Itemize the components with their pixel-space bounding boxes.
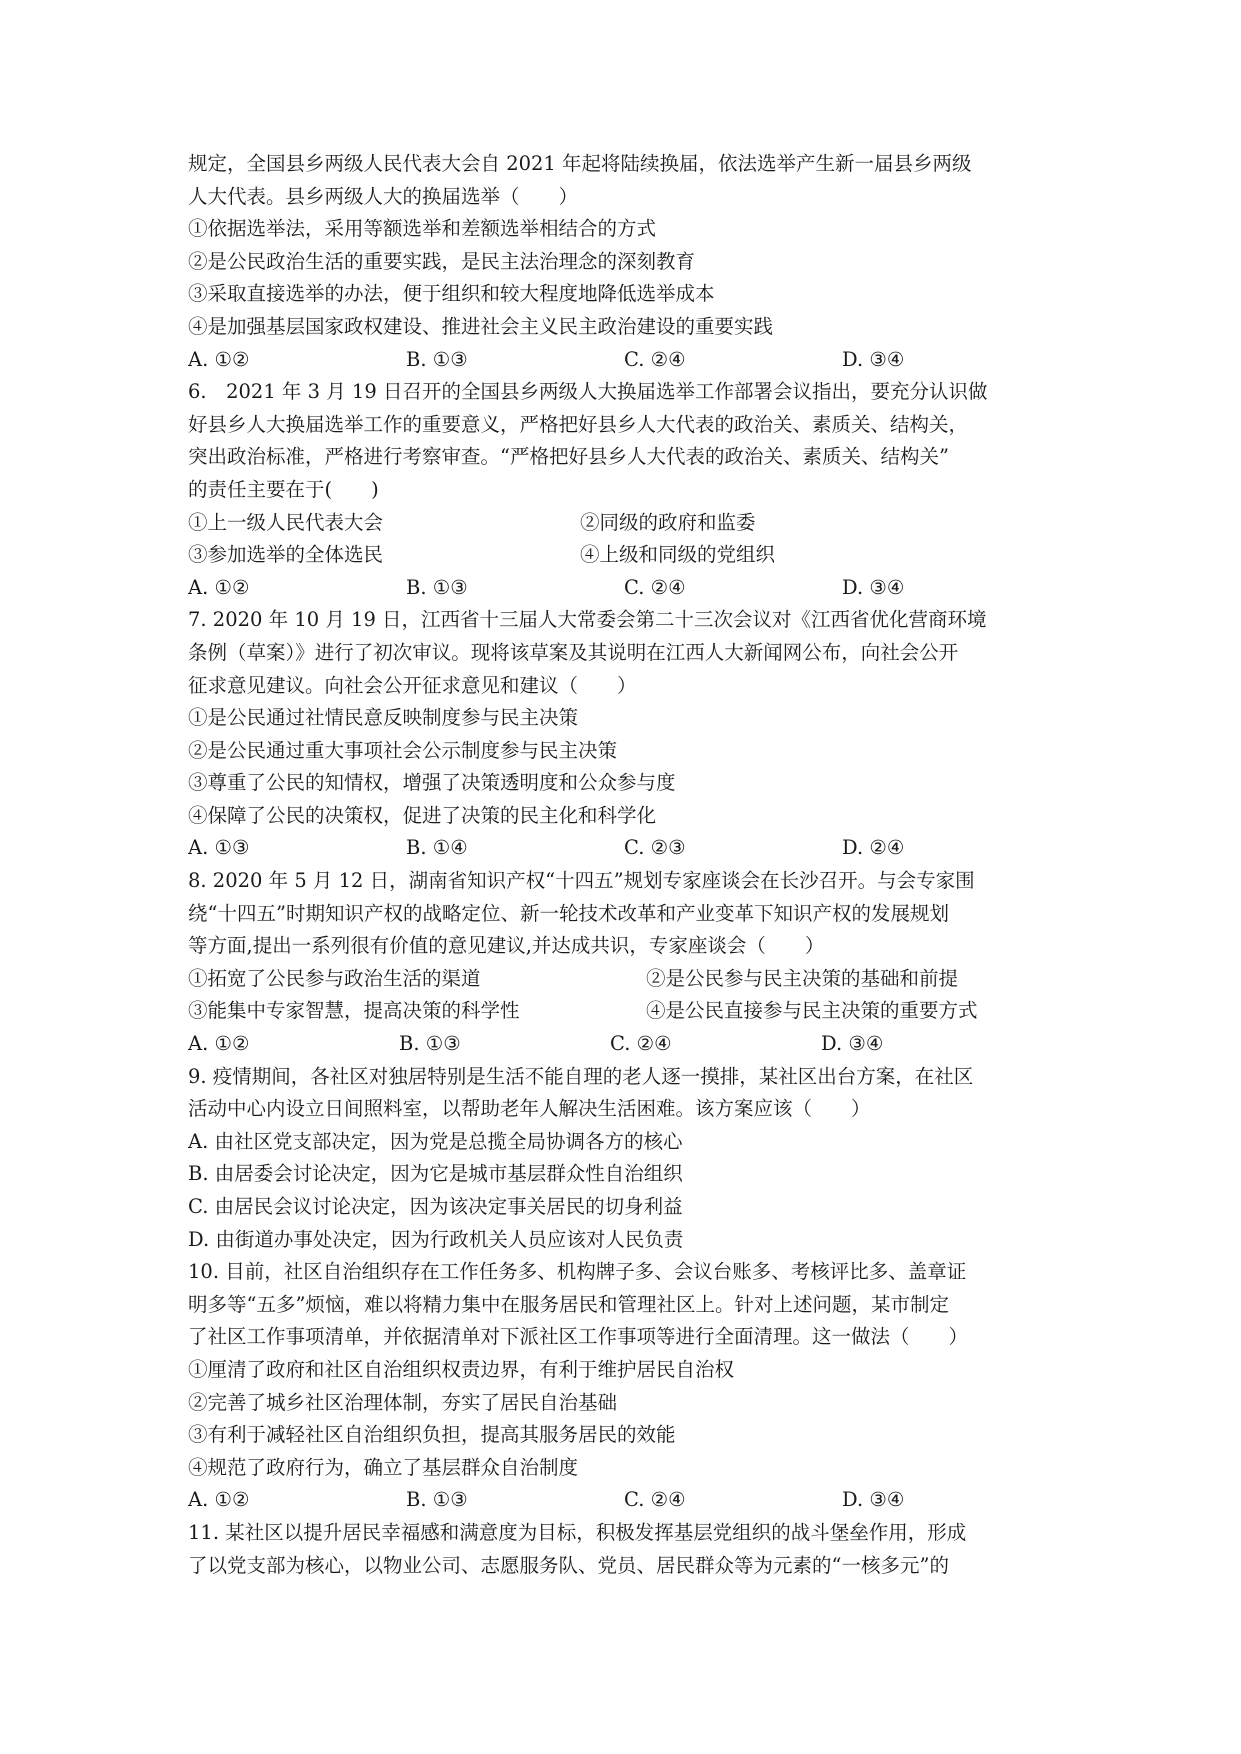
q6-stem-line-2: 好县乡人大换届选举工作的重要意义，严格把好县乡人大代表的政治关、素质关、结构关， — [188, 412, 969, 436]
q6-items-row-2 — [188, 539, 1068, 572]
q6-stem-line-3: 突出政治标准，严格进行考察审查。“严格把好县乡人大代表的政治关、素质关、结构关” — [188, 445, 949, 469]
q10-option-b: B. ①③ — [406, 1488, 468, 1512]
q6-option-b: B. ①③ — [406, 575, 468, 599]
q8-option-b: B. ①③ — [399, 1032, 461, 1056]
q11-stem-line-2: 了以党支部为核心，以物业公司、志愿服务队、党员、居民群众等为元素的“一核多元”的 — [188, 1553, 949, 1577]
q5-item-4: ④是加强基层国家政权建设、推进社会主义民主政治建设的重要实践 — [188, 314, 774, 338]
q5-option-c: C. ②④ — [624, 347, 686, 371]
q6-item-4: ④上级和同级的党组织 — [580, 543, 776, 567]
q7-item-1: ①是公民通过社情民意反映制度参与民主决策 — [188, 706, 579, 730]
q7-stem-line-1: 7. 2020 年 10 月 19 日，江西省十三届人大常委会第二十三次会议对《江西省优化营商环境 — [188, 608, 987, 632]
q10-stem-line-2: 明多等“五多”烦恼，难以将精力集中在服务居民和管理社区上。针对上述问题，某市制定 — [188, 1292, 949, 1316]
q10-options — [188, 1484, 1068, 1517]
q8-item-2: ②是公民参与民主决策的基础和前提 — [646, 966, 959, 990]
q5-stem-line-2: 人大代表。县乡两级人大的换届选举（ ） — [188, 184, 579, 208]
q7-stem-line-3: 征求意见建议。向社会公开征求意见和建议（ ） — [188, 673, 637, 697]
q7-option-d: D. ②④ — [842, 836, 905, 860]
q8-stem-line-3: 等方面,提出一系列很有价值的意见建议,并达成共识，专家座谈会（ ） — [188, 934, 825, 958]
q6-options — [188, 572, 1068, 605]
q9-option-a: A. 由社区党支部决定，因为党是总揽全局协调各方的核心 — [188, 1129, 683, 1153]
q6-stem-line-4: 的责任主要在于( ) — [188, 477, 379, 501]
q7-option-b: B. ①④ — [406, 836, 468, 860]
q10-item-3: ③有利于减轻社区自治组织负担，提高其服务居民的效能 — [188, 1423, 676, 1447]
q8-option-c: C. ②④ — [610, 1032, 672, 1056]
q5-item-3: ③采取直接选举的办法，便于组织和较大程度地降低选举成本 — [188, 282, 715, 306]
page-content — [188, 148, 1068, 1582]
q5-option-a: A. ①② — [188, 347, 250, 371]
q8-items-row-2 — [188, 995, 1068, 1028]
q8-item-4: ④是公民直接参与民主决策的重要方式 — [646, 999, 978, 1023]
q6-item-1: ①上一级人民代表大会 — [188, 510, 384, 534]
q10-stem-line-1: 10. 目前，社区自治组织存在工作任务多、机构牌子多、会议台账多、考核评比多、盖章证 — [188, 1260, 967, 1284]
q6-option-d: D. ③④ — [842, 575, 905, 599]
q8-stem-line-1: 8. 2020 年 5 月 12 日，湖南省知识产权“十四五”规划专家座谈会在长沙召开。与会专家围 — [188, 869, 975, 893]
q5-option-d: D. ③④ — [842, 347, 905, 371]
q9-option-b: B. 由居委会讨论决定，因为它是城市基层群众性自治组织 — [188, 1162, 683, 1186]
q8-item-3: ③能集中专家智慧，提高决策的科学性 — [188, 999, 520, 1023]
q10-option-a: A. ①② — [188, 1488, 250, 1512]
q6-item-3: ③参加选举的全体选民 — [188, 543, 384, 567]
q8-stem-line-2: 绕“十四五”时期知识产权的战略定位、新一轮技术改革和产业变革下知识产权的发展规划 — [188, 901, 949, 925]
q8-option-d: D. ③④ — [821, 1032, 884, 1056]
q8-item-1: ①拓宽了公民参与政治生活的渠道 — [188, 966, 481, 990]
q7-item-4: ④保障了公民的决策权，促进了决策的民主化和科学化 — [188, 803, 657, 827]
q7-option-c: C. ②③ — [624, 836, 686, 860]
q6-stem-line-1: 6. 2021 年 3 月 19 日召开的全国县乡两级人大换届选举工作部署会议指出，要充分认识做 — [188, 380, 988, 404]
q7-option-a: A. ①③ — [188, 836, 250, 860]
q5-item-2: ②是公民政治生活的重要实践，是民主法治理念的深刻教育 — [188, 249, 696, 273]
q8-options — [188, 1028, 1068, 1061]
q10-item-2: ②完善了城乡社区治理体制，夯实了居民自治基础 — [188, 1390, 618, 1414]
q9-option-c: C. 由居民会议讨论决定，因为该决定事关居民的切身利益 — [188, 1195, 683, 1218]
q7-stem-line-2: 条例（草案）》进行了初次审议。现将该草案及其说明在江西人大新闻网公布，向社会公开 — [188, 640, 959, 664]
q10-item-4: ④规范了政府行为，确立了基层群众自治制度 — [188, 1455, 579, 1479]
q7-options — [188, 832, 1068, 865]
q10-option-d: D. ③④ — [842, 1488, 905, 1512]
q5-option-b: B. ①③ — [406, 347, 468, 371]
q8-items-row-1 — [188, 963, 1068, 996]
q7-item-3: ③尊重了公民的知情权，增强了决策透明度和公众参与度 — [188, 771, 676, 795]
q5-options — [188, 344, 1068, 377]
q6-item-2: ②同级的政府和监委 — [580, 510, 756, 534]
q6-option-c: C. ②④ — [624, 575, 686, 599]
q10-stem-line-3: 了社区工作事项清单，并依据清单对下派社区工作事项等进行全面清理。这一做法（ ） — [188, 1325, 969, 1349]
q9-option-d: D. 由街道办事处决定，因为行政机关人员应该对人民负责 — [188, 1227, 684, 1251]
q5-item-1: ①依据选举法，采用等额选举和差额选举相结合的方式 — [188, 217, 657, 241]
q5-stem-line-1: 规定，全国县乡两级人民代表大会自 2021 年起将陆续换届，依法选举产生新一届县乡两级 — [188, 152, 972, 175]
q10-item-1: ①厘清了政府和社区自治组织权责边界，有利于维护居民自治权 — [188, 1357, 735, 1381]
q8-option-a: A. ①② — [188, 1032, 250, 1056]
q6-items-row-1 — [188, 507, 1068, 540]
q11-stem-line-1: 11. 某社区以提升居民幸福感和满意度为目标，积极发挥基层党组织的战斗堡垒作用，形成 — [188, 1520, 967, 1544]
q7-item-2: ②是公民通过重大事项社会公示制度参与民主决策 — [188, 738, 618, 762]
q6-option-a: A. ①② — [188, 575, 250, 599]
q9-stem-line-2: 活动中心内设立日间照料室，以帮助老年人解决生活困难。该方案应该（ ） — [188, 1097, 871, 1121]
q10-option-c: C. ②④ — [624, 1488, 686, 1512]
q9-stem-line-1: 9. 疫情期间，各社区对独居特别是生活不能自理的老人逐一摸排，某社区出台方案，在社区 — [188, 1064, 974, 1088]
